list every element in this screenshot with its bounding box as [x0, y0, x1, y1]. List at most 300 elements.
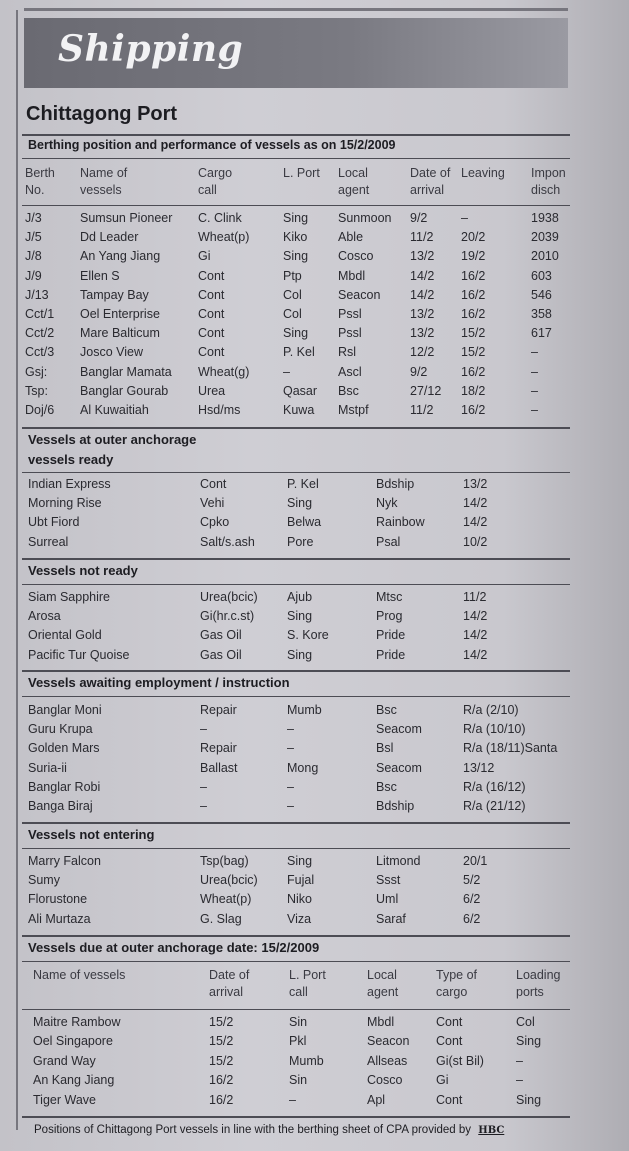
- table-cell: 16/2: [461, 364, 486, 379]
- table-cell: Allseas: [367, 1053, 408, 1068]
- table-cell: Col: [516, 1015, 535, 1029]
- table-cell: Repair: [200, 741, 237, 756]
- table-cell: Seacon: [367, 1034, 410, 1049]
- table-cell: Pssl: [338, 307, 362, 321]
- table-cell: 16/2: [209, 1073, 234, 1088]
- table-cell: Kuwa: [283, 403, 315, 417]
- table-cell: Tiger Wave: [33, 1092, 96, 1107]
- table-cell: Gi: [198, 249, 211, 264]
- table-cell: Wheat(p): [198, 230, 250, 245]
- table-cell: G. Slag: [200, 911, 242, 926]
- table-cell: 14/2: [463, 628, 488, 643]
- table-cell: J/5: [25, 230, 42, 245]
- table-cell: C. Clink: [198, 211, 242, 225]
- table-cell: Banglar Robi: [28, 779, 101, 794]
- table-cell: Grand Way: [33, 1053, 96, 1068]
- table-cell: Urea(bcic): [200, 873, 258, 888]
- table-row: [0, 892, 629, 911]
- table-cell: Salt/s.ash: [200, 534, 255, 549]
- divider: [22, 935, 570, 937]
- table-row: [0, 384, 629, 403]
- column-header-line: Leaving: [461, 166, 505, 180]
- table-cell: 14/2: [463, 609, 488, 624]
- table-cell: Pacific Tur Quoise: [28, 647, 130, 662]
- table-cell: Gas Oil: [200, 628, 242, 643]
- table-cell: 2039: [531, 230, 559, 245]
- table-cell: Ascl: [338, 364, 362, 379]
- table-cell: Seacom: [376, 722, 422, 737]
- table-cell: 10/2: [463, 534, 488, 549]
- divider: [22, 696, 570, 697]
- table-cell: 11/2: [463, 590, 487, 604]
- table-row: [0, 1015, 629, 1034]
- table-cell: Pride: [376, 628, 406, 643]
- table-cell: Banglar Mamata: [80, 364, 172, 379]
- column-header: [461, 165, 505, 182]
- table-cell: Cct/1: [25, 307, 55, 321]
- table-cell: Pssl: [338, 326, 362, 341]
- table-cell: Pore: [287, 534, 314, 549]
- table-cell: Dd Leader: [80, 230, 139, 245]
- table-cell: Doj/6: [25, 403, 55, 417]
- table-row: [0, 230, 629, 249]
- table-cell: Sing: [287, 854, 313, 868]
- column-header-line: L. Port: [289, 968, 326, 982]
- divider: [22, 961, 570, 962]
- table-cell: Cont: [436, 1034, 463, 1049]
- table-cell: Tsp(bag): [200, 854, 249, 868]
- table-cell: Cont: [200, 477, 227, 491]
- table-cell: Tampay Bay: [80, 287, 149, 302]
- column-header: [283, 165, 320, 182]
- table-cell: Maitre Rambow: [33, 1015, 121, 1029]
- column-header-line: vessels: [80, 183, 122, 197]
- table-cell: Sing: [287, 609, 313, 624]
- column-header-line: Local: [338, 166, 368, 180]
- table-cell: 20/2: [461, 230, 486, 245]
- table-row: [0, 535, 629, 554]
- table-cell: Morning Rise: [28, 496, 102, 511]
- column-header: [436, 967, 477, 1001]
- table-cell: 6/2: [463, 911, 481, 926]
- table-cell: Bsc: [376, 779, 397, 794]
- table-cell: R/a (2/10): [463, 703, 519, 717]
- table-cell: Sing: [516, 1092, 542, 1107]
- table-cell: Nyk: [376, 496, 398, 511]
- table-header-row: [0, 165, 629, 205]
- column-header-line: agent: [367, 985, 399, 999]
- table-cell: Cont: [436, 1015, 463, 1029]
- table-cell: Oriental Gold: [28, 628, 102, 643]
- section-banner: [24, 18, 568, 88]
- table-row: [0, 780, 629, 799]
- column-header-line: Berth: [25, 166, 55, 180]
- column-header: [516, 967, 561, 1001]
- table-cell: Cpko: [200, 515, 230, 530]
- table-cell: 15/2: [209, 1053, 234, 1068]
- table-cell: 13/2: [410, 249, 435, 264]
- outer-ready-title-line2: vessels ready: [28, 452, 114, 467]
- table-cell: Ssst: [376, 873, 401, 888]
- table-cell: –: [531, 383, 538, 398]
- table-row: [0, 269, 629, 288]
- table-row: [0, 628, 629, 647]
- table-cell: Mstpf: [338, 403, 369, 417]
- divider: [22, 472, 570, 473]
- table-cell: Suria-ii: [28, 760, 67, 775]
- table-cell: Mbdl: [367, 1015, 395, 1029]
- table-cell: 14/2: [463, 496, 488, 511]
- table-cell: 13/2: [463, 477, 488, 491]
- column-header: [209, 967, 249, 1001]
- table-cell: Sumy: [28, 873, 60, 888]
- table-cell: 358: [531, 307, 552, 321]
- table-row: [0, 345, 629, 364]
- table-cell: Cct/2: [25, 326, 55, 341]
- table-row: [0, 326, 629, 345]
- table-cell: –: [287, 799, 294, 813]
- table-cell: Cont: [198, 345, 225, 360]
- table-cell: Sing: [283, 326, 309, 341]
- table-cell: 16/2: [461, 268, 486, 283]
- table-cell: Mtsc: [376, 590, 403, 604]
- column-header: [289, 967, 326, 1001]
- column-header-line: L. Port: [283, 166, 320, 180]
- table-cell: Belwa: [287, 515, 322, 530]
- table-cell: P. Kel: [287, 477, 319, 491]
- column-header: [80, 165, 127, 199]
- column-header-line: arrival: [209, 985, 244, 999]
- table-cell: 13/2: [410, 307, 435, 321]
- table-cell: R/a (21/12): [463, 799, 526, 813]
- table-cell: 1938: [531, 211, 559, 225]
- table-row: [0, 912, 629, 931]
- table-row: [0, 761, 629, 780]
- column-header-line: No.: [25, 183, 45, 197]
- table-row: [0, 515, 629, 534]
- table-row: [0, 249, 629, 268]
- table-cell: –: [283, 364, 290, 379]
- table-cell: Litmond: [376, 854, 421, 868]
- column-header-line: agent: [338, 183, 370, 197]
- table-cell: –: [200, 722, 207, 737]
- table-cell: Bdship: [376, 799, 415, 813]
- column-header-line: arrival: [410, 183, 445, 197]
- table-row: [0, 288, 629, 307]
- table-row: [0, 741, 629, 760]
- table-cell: –: [287, 741, 294, 756]
- table-cell: Bsl: [376, 741, 394, 756]
- table-cell: Sing: [283, 249, 309, 264]
- divider: [22, 1116, 570, 1118]
- table-cell: Mumb: [289, 1053, 324, 1068]
- table-cell: Uml: [376, 892, 399, 907]
- table-cell: Gas Oil: [200, 647, 242, 662]
- table-cell: J/13: [25, 287, 49, 302]
- table-cell: Al Kuwaitiah: [80, 403, 149, 417]
- table-cell: Ptp: [283, 268, 302, 283]
- table-cell: 617: [531, 326, 552, 341]
- table-cell: 15/2: [209, 1015, 234, 1029]
- table-cell: 6/2: [463, 892, 481, 907]
- table-row: [0, 873, 629, 892]
- table-cell: 15/2: [209, 1034, 234, 1049]
- provider-logo: HBC: [478, 1125, 505, 1136]
- table-row: [0, 1093, 629, 1112]
- column-header-line: cargo: [436, 985, 468, 999]
- table-cell: Ajub: [287, 590, 313, 604]
- table-cell: 5/2: [463, 873, 481, 888]
- table-cell: Guru Krupa: [28, 722, 93, 737]
- table-row: [0, 703, 629, 722]
- table-cell: R/a (16/12): [463, 779, 526, 794]
- table-cell: Cct/3: [25, 345, 55, 360]
- table-cell: Kiko: [283, 230, 308, 245]
- not-entering-title: Vessels not entering: [28, 827, 155, 842]
- table-cell: Fujal: [287, 873, 315, 888]
- divider: [22, 205, 570, 206]
- table-cell: –: [531, 403, 538, 417]
- table-row: [0, 590, 629, 609]
- column-header-line: Type of: [436, 968, 477, 982]
- column-header-line: call: [198, 183, 217, 197]
- table-cell: 15/2: [461, 326, 486, 341]
- table-cell: Hsd/ms: [198, 403, 241, 417]
- table-row: [0, 496, 629, 515]
- not-ready-title: Vessels not ready: [28, 563, 138, 578]
- table-cell: An Yang Jiang: [80, 249, 161, 264]
- table-cell: Mong: [287, 760, 319, 775]
- column-header-line: Loading: [516, 968, 561, 982]
- table-cell: Indian Express: [28, 477, 111, 491]
- table-cell: 16/2: [461, 287, 486, 302]
- column-header-line: ports: [516, 985, 544, 999]
- table-cell: Vehi: [200, 496, 225, 511]
- outer-ready-title-line1: Vessels at outer anchorage: [28, 432, 197, 447]
- table-cell: 11/2: [410, 403, 434, 417]
- table-cell: Col: [283, 287, 302, 302]
- table-cell: 14/2: [463, 515, 488, 530]
- column-header-line: Impon: [531, 166, 566, 180]
- column-header: [338, 165, 369, 199]
- table-cell: Mare Balticum: [80, 326, 160, 341]
- column-header-line: Date of: [410, 166, 451, 180]
- table-row: [0, 477, 629, 496]
- table-cell: –: [287, 779, 294, 794]
- table-cell: R/a (10/10): [463, 722, 526, 737]
- top-rule: [24, 8, 568, 11]
- table-cell: Seacom: [376, 760, 422, 775]
- table-cell: 9/2: [410, 211, 428, 225]
- table-cell: S. Kore: [287, 628, 329, 643]
- port-title: Chittagong Port: [26, 103, 178, 125]
- column-header: [198, 165, 232, 199]
- table-cell: Qasar: [283, 383, 318, 398]
- table-row: [0, 403, 629, 422]
- table-cell: Cont: [198, 307, 225, 321]
- table-cell: Cont: [198, 287, 225, 302]
- table-cell: Tsp:: [25, 383, 48, 398]
- table-cell: Florustone: [28, 892, 88, 907]
- divider: [22, 822, 570, 824]
- table-cell: Gi: [436, 1073, 449, 1088]
- table-cell: –: [531, 345, 538, 360]
- table-cell: J/8: [25, 249, 42, 264]
- table-cell: 14/2: [410, 287, 435, 302]
- table-cell: Wheat(p): [200, 892, 252, 907]
- table-cell: P. Kel: [283, 345, 315, 360]
- footer-text: Positions of Chittagong Port vessels in line with the berthing sheet of CPA provided by: [34, 1124, 472, 1136]
- table-cell: 546: [531, 287, 552, 302]
- table-cell: Bsc: [376, 703, 397, 717]
- table-cell: An Kang Jiang: [33, 1073, 115, 1088]
- table-cell: 11/2: [410, 230, 434, 245]
- table-cell: Cont: [198, 326, 225, 341]
- table-cell: Surreal: [28, 534, 69, 549]
- table-cell: J/9: [25, 268, 42, 283]
- table-cell: –: [200, 779, 207, 794]
- table-row: [0, 722, 629, 741]
- table-cell: Ubt Fiord: [28, 515, 80, 530]
- table-cell: J/3: [25, 211, 42, 225]
- table-cell: Sin: [289, 1015, 308, 1029]
- table-cell: R/a (18/11)Santa: [463, 741, 558, 756]
- banner-title: Shipping: [58, 28, 244, 70]
- table-cell: Cont: [198, 268, 225, 283]
- table-cell: 20/1: [463, 854, 488, 868]
- table-cell: Golden Mars: [28, 741, 100, 756]
- table-cell: Sin: [289, 1073, 308, 1088]
- awaiting-title: Vessels awaiting employment / instruction: [28, 675, 290, 690]
- table-cell: Sing: [283, 211, 309, 225]
- table-cell: Oel Singapore: [33, 1034, 113, 1049]
- column-header: [410, 165, 450, 199]
- table-cell: Sing: [516, 1034, 542, 1049]
- table-cell: Apl: [367, 1092, 386, 1107]
- table-cell: Banglar Gourab: [80, 383, 169, 398]
- table-cell: Oel Enterprise: [80, 307, 160, 321]
- table-cell: Sunmoon: [338, 211, 392, 225]
- table-cell: –: [531, 364, 538, 379]
- divider: [22, 427, 570, 429]
- table-cell: Psal: [376, 534, 401, 549]
- table-cell: Sumsun Pioneer: [80, 211, 173, 225]
- table-cell: Saraf: [376, 911, 406, 926]
- table-cell: Viza: [287, 911, 312, 926]
- table-cell: 14/2: [463, 647, 488, 662]
- divider: [22, 158, 570, 159]
- table-cell: 15/2: [461, 345, 486, 360]
- table-cell: –: [287, 722, 294, 737]
- table-cell: –: [461, 211, 468, 225]
- divider: [22, 134, 570, 136]
- table-cell: Pride: [376, 647, 406, 662]
- table-row: [0, 1034, 629, 1053]
- divider: [22, 848, 570, 849]
- table-row: [0, 799, 629, 818]
- table-cell: Banglar Moni: [28, 703, 102, 717]
- table-cell: Wheat(g): [198, 364, 250, 379]
- column-header-line: call: [289, 985, 308, 999]
- table-row: [0, 211, 629, 230]
- table-cell: Cont: [436, 1092, 463, 1107]
- table-cell: Ali Murtaza: [28, 911, 91, 926]
- table-cell: 13/12: [463, 760, 495, 775]
- table-cell: 2010: [531, 249, 559, 264]
- table-cell: 14/2: [410, 268, 435, 283]
- table-cell: –: [516, 1053, 523, 1068]
- table-cell: 16/2: [209, 1092, 234, 1107]
- table-cell: Cosco: [367, 1073, 403, 1088]
- column-header-line: Name of: [80, 166, 128, 180]
- table-cell: 9/2: [410, 364, 428, 379]
- table-row: [0, 854, 629, 873]
- table-cell: Urea: [198, 383, 226, 398]
- table-cell: Rainbow: [376, 515, 425, 530]
- table-cell: Gsj:: [25, 364, 48, 379]
- table-cell: Niko: [287, 892, 313, 907]
- table-cell: Siam Sapphire: [28, 590, 110, 604]
- divider: [22, 584, 570, 585]
- table-row: [0, 1054, 629, 1073]
- table-cell: –: [200, 799, 207, 813]
- table-cell: 16/2: [461, 403, 486, 417]
- column-header: [531, 165, 566, 199]
- column-header-line: Date of: [209, 968, 250, 982]
- table-cell: Mumb: [287, 703, 322, 717]
- table-row: [0, 1073, 629, 1092]
- table-cell: Urea(bcic): [200, 590, 258, 604]
- table-cell: –: [516, 1073, 523, 1088]
- column-header-line: Local: [367, 968, 397, 982]
- table-cell: 19/2: [461, 249, 486, 264]
- table-cell: Prog: [376, 609, 403, 624]
- table-cell: Arosa: [28, 609, 61, 624]
- table-cell: Repair: [200, 703, 237, 717]
- table-header-row: [0, 967, 629, 1007]
- table-row: [0, 609, 629, 628]
- column-header-line: Cargo: [198, 166, 233, 180]
- table-cell: Marry Falcon: [28, 854, 101, 868]
- divider: [22, 558, 570, 560]
- footer-note: [34, 1124, 504, 1136]
- table-cell: Bdship: [376, 477, 415, 491]
- table-cell: 12/2: [410, 345, 435, 360]
- table-cell: Mbdl: [338, 268, 366, 283]
- table-row: [0, 307, 629, 326]
- table-cell: Cosco: [338, 249, 374, 264]
- column-header-line: disch: [531, 183, 561, 197]
- table-cell: Gi(st Bil): [436, 1053, 484, 1068]
- table-cell: Pkl: [289, 1034, 307, 1049]
- due-title: Vessels due at outer anchorage date: 15/2/2009: [28, 940, 320, 955]
- berthing-title: Berthing position and performance of vessels as on 15/2/2009: [28, 138, 396, 152]
- table-cell: –: [289, 1092, 296, 1107]
- table-row: [0, 648, 629, 667]
- column-header: [25, 165, 55, 199]
- table-cell: Sing: [287, 647, 313, 662]
- table-row: [0, 365, 629, 384]
- divider: [22, 1009, 570, 1010]
- column-header: [33, 967, 125, 984]
- table-cell: Josco View: [80, 345, 143, 360]
- column-header-line: Name of vessels: [33, 968, 126, 982]
- divider: [22, 670, 570, 672]
- table-cell: Sing: [287, 496, 313, 511]
- table-cell: 603: [531, 268, 552, 283]
- table-cell: Rsl: [338, 345, 357, 360]
- table-cell: Able: [338, 230, 364, 245]
